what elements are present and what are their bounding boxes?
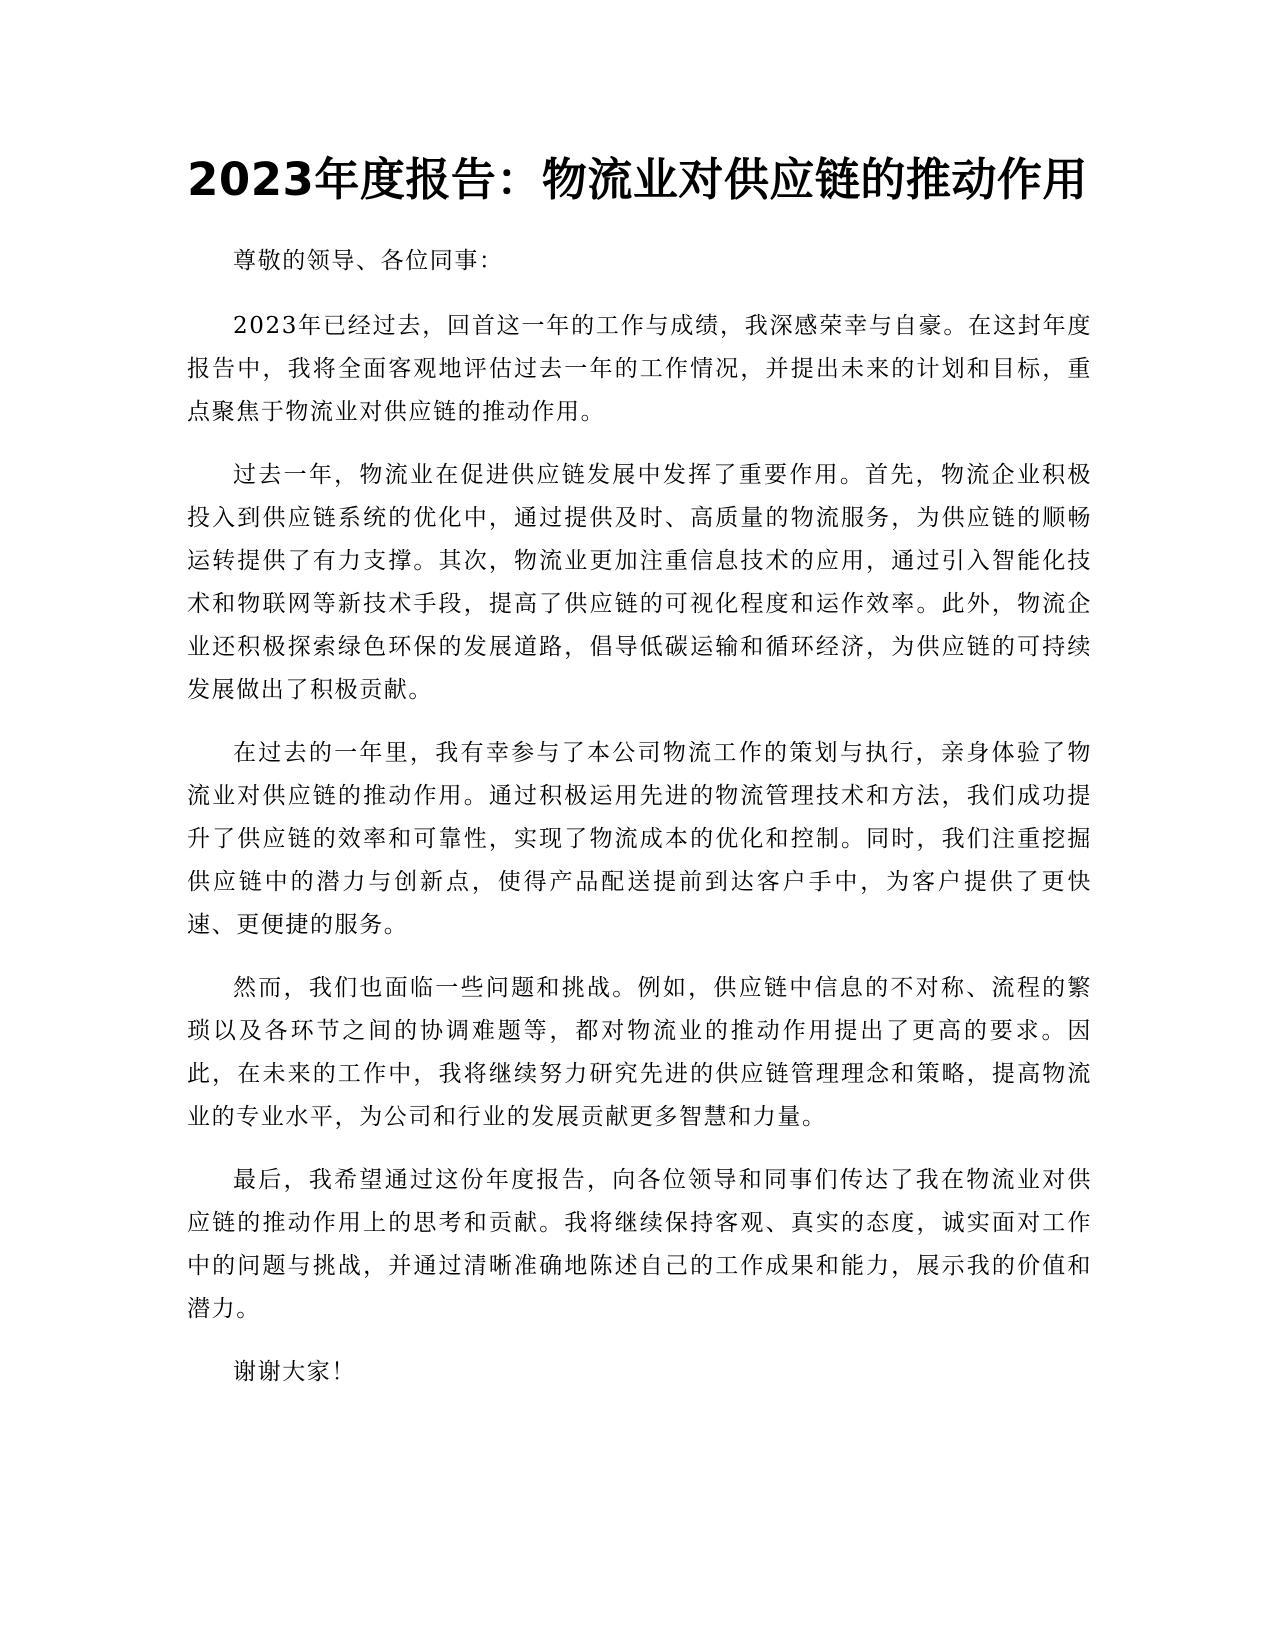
- paragraph-experience: 在过去的一年里，我有幸参与了本公司物流工作的策划与执行，亲身体验了物流业对供应链的推动作用。通过积极运用先进的物流管理技术和方法，我们成功提升了供应链的效率和可靠性，实现了物流成本的优化和控制。同时，我们注重挖掘供应链中的潜力与创新点，使得产品配送提前到达客户手中，为客户提供了更快速、更便捷的服务。: [187, 740, 1092, 938]
- paragraph-review: 过去一年，物流业在促进供应链发展中发挥了重要作用。首先，物流企业积极投入到供应链系统的优化中，通过提供及时、高质量的物流服务，为供应链的顺畅运转提供了有力支撑。其次，物流业更加注重信息技术的应用，通过引入智能化技术和物联网等新技术手段，提高了供应链的可视化程度和运作效率。此外，物流企业还积极探索绿色环保的发展道路，倡导低碳运输和循环经济，为供应链的可持续发展做出了积极贡献。: [187, 462, 1092, 703]
- document-body: [187, 240, 1092, 1414]
- salutation: 尊敬的领导、各位同事：: [233, 248, 504, 274]
- paragraph-challenges: 然而，我们也面临一些问题和挑战。例如，供应链中信息的不对称、流程的繁琐以及各环节之间的协调难题等，都对物流业的推动作用提出了更高的要求。因此，在未来的工作中，我将继续努力研究先进的供应链管理理念和策略，提高物流业的专业水平，为公司和行业的发展贡献更多智慧和力量。: [187, 975, 1092, 1130]
- closing: 谢谢大家！: [233, 1359, 356, 1385]
- paragraph-intro: 2023年已经过去，回首这一年的工作与成绩，我深感荣幸与自豪。在这封年度报告中，我将全面客观地评估过去一年的工作情况，并提出未来的计划和目标，重点聚焦于物流业对供应链的推动作用。: [187, 313, 1092, 425]
- document-title: 2023年度报告：物流业对供应链的推动作用: [187, 153, 1088, 206]
- paragraph-conclusion: 最后，我希望通过这份年度报告，向各位领导和同事们传达了我在物流业对供应链的推动作用上的思考和贡献。我将继续保持客观、真实的态度，诚实面对工作中的问题与挑战，并通过清晰准确地陈述自己的工作成果和能力，展示我的价值和潜力。: [187, 1167, 1092, 1322]
